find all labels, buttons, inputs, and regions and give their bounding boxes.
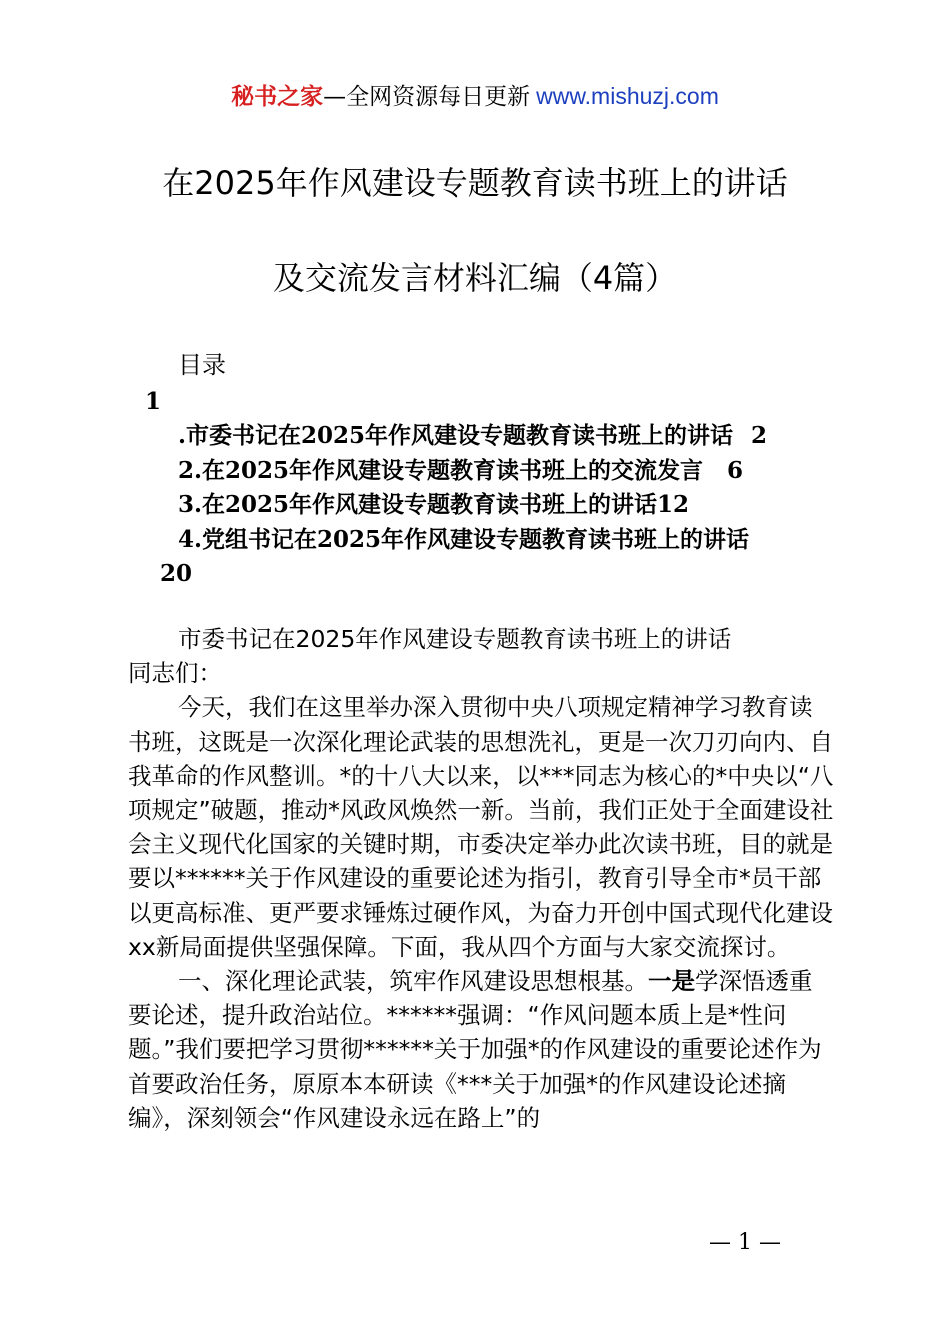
toc-item-1-page: 2 [751,422,768,449]
document-title-line-1: 在2025年作风建设专题教育读书班上的讲话 [162,164,788,202]
toc-item-2-page: 6 [727,457,744,484]
toc-item-3-text: 3.在2025年作风建设专题教育读书班上的讲话 [178,491,658,518]
toc-item-1-text: .市委书记在2025年作风建设专题教育读书班上的讲话 [178,422,734,449]
paragraph-2-lead: 一、深化理论武装，筑牢作风建设思想根基。 [178,967,648,996]
salutation: 同志们： [128,659,222,688]
site-header [0,80,950,113]
document-title-line-2: 及交流发言材料汇编（4篇） [272,259,678,297]
toc-heading: 目录 [178,351,226,379]
page-number: — 1 — [709,1230,781,1255]
site-url-link[interactable]: www.mishuzj.com [536,83,719,109]
document-body [128,622,834,1135]
toc-item-2[interactable] [178,455,743,487]
toc-item-2-text: 2.在2025年作风建设专题教育读书班上的交流发言 [178,457,704,484]
section-title: 市委书记在2025年作风建设专题教育读书班上的讲话 [178,625,732,653]
toc-item-4-page[interactable]: 20 [160,560,193,587]
site-tagline: —全网资源每日更新 [323,84,531,110]
paragraph-1: 今天，我们在这里举办深入贯彻中央八项规定精神学习教育读书班，这既是一次深化理论武装的思想洗礼，更是一次刀刃向内、自我革命的作风整训。*的十八大以来，以***同志为核心的*中央以“八项规定”破题，推动*风政风焕然一新。当前，我们正处于全面建设社会主义现代化国家的关键时期，市委决定举办此次读书班，目的就是要以******关于作风建设的重要论述为指引，教育引导全市*员干部以更高标准、更严要求锤炼过硬作风，为奋力开创中国式现代化建设xx新局面提供坚强保障。下面，我从四个方面与大家交流探讨。 [128,693,834,961]
toc-item-3-page: 12 [657,491,690,518]
paragraph-2 [128,964,834,1135]
toc-item-3[interactable] [178,489,689,521]
paragraph-2-text: 学深悟透重要论述，提升政治站位。******强调：“作风问题本质上是*性问题。”我们要把学习贯彻******关于加强*的作风建设的重要论述作为首要政治任务，原原本本研读《***关于加强*的作风建设论述摘编》，深刻领会“作风建设永远在路上”的 [128,967,822,1132]
toc-item-1-number[interactable]: 1 [145,388,162,415]
site-brand: 秘书之家 [231,84,324,110]
paragraph-2-bold: 一是 [648,967,695,996]
toc-item-4-text: 4.党组书记在2025年作风建设专题教育读书班上的讲话 [178,526,750,553]
toc-item-1[interactable] [178,420,767,452]
toc-item-4[interactable] [178,524,749,556]
